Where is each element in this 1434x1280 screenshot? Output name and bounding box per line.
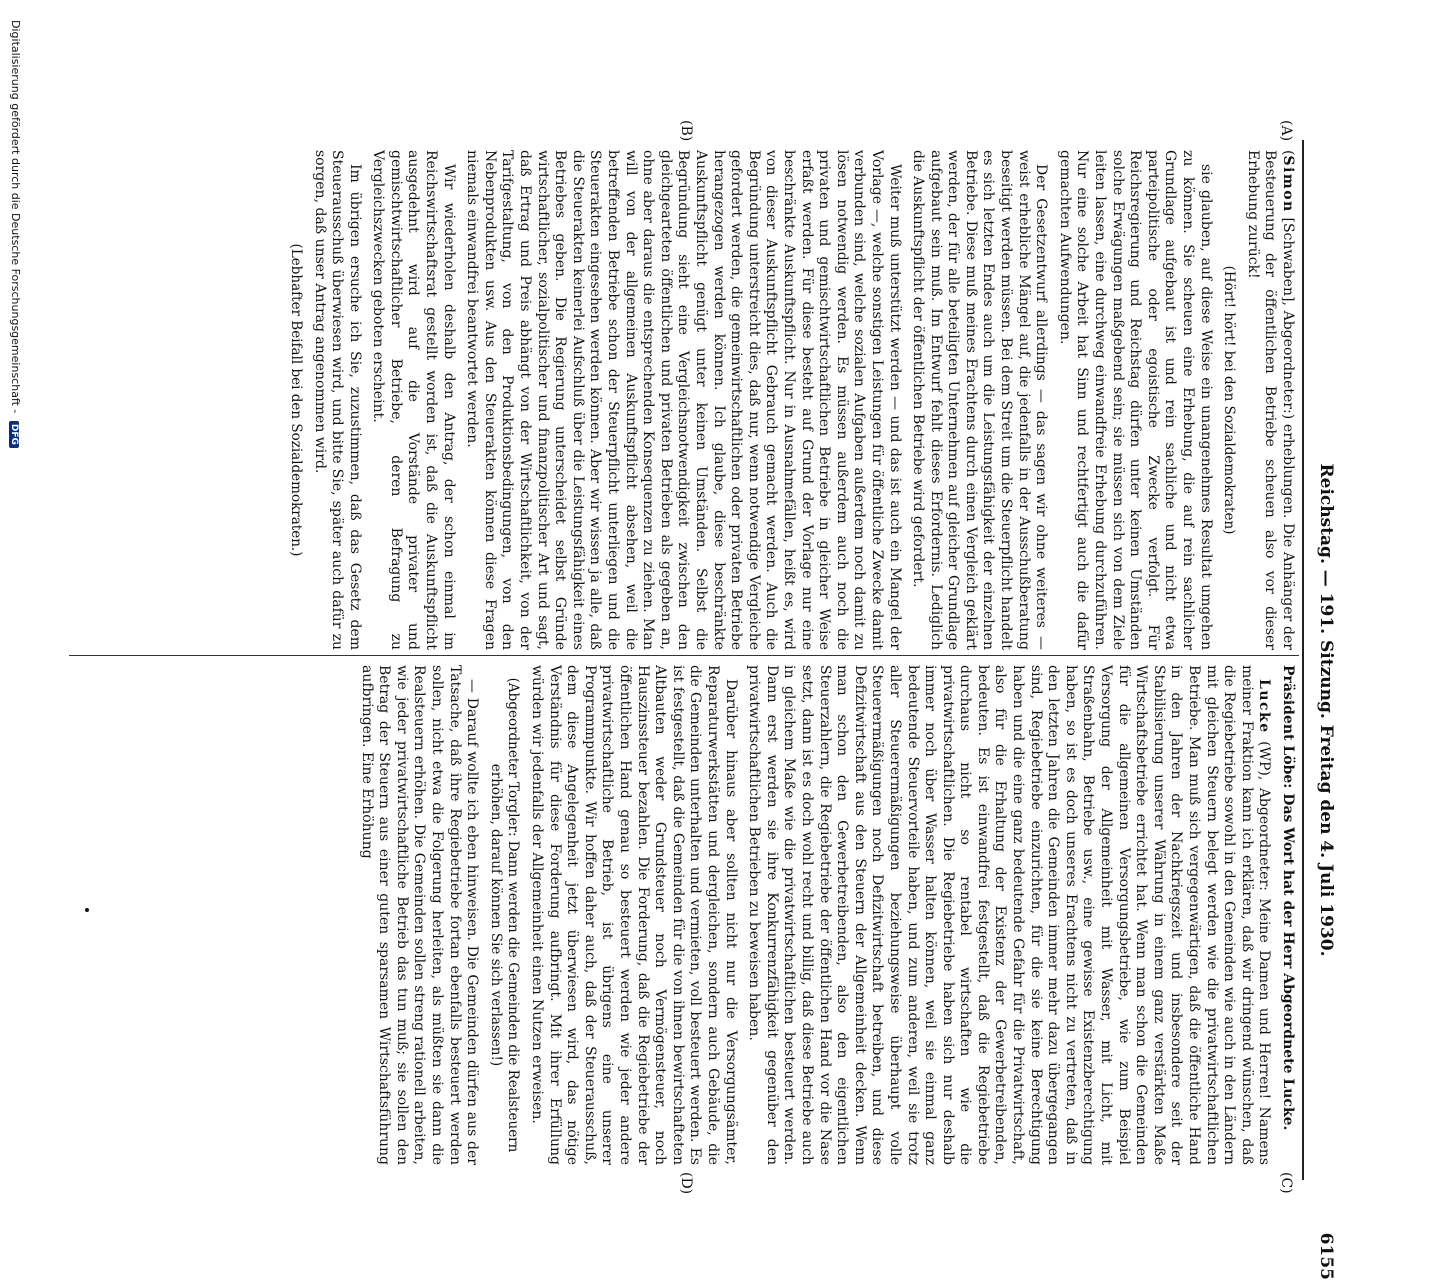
margin-mark-b: (B) [678, 120, 694, 142]
paragraph: erheblungen. Die Anhänger der Besteuerung der öffentlichen Betriebe scheuen also vor dieser Erhebung zurück! [1244, 150, 1296, 650]
interjection: (Abgeordneter Torgler: Dann werden die Gemeinden die Realsteuern erhöhen, darauf können Sie sich verlassen!) [487, 677, 522, 1153]
left-column [46, 150, 1296, 650]
interjection: (Hört! hört! bei den Sozialdemokraten) [1221, 265, 1238, 535]
paragraph: Der Gesetzentwurf allerdings — das sagen wir ohne weiteres — weist erhebliche Mängel auf, die jedenfalls in der Ausschußberatung beseitigt werden müssen. Bei dem Streit um die Steuerpflicht handelt es sich letzten Endes auch um die Leistungsfähigkeit der einzelnen Betriebe. Diese muß meines Erachtens durch einen Vergleich geklärt werden, der für alle beteiligten Unternehmen auf gleicher Grundlage aufgebaut sein muß. Im Entwurf fehlt dieses Erfordernis. Lediglich die Auskunftspflicht der öffentlichen Betriebe wird gefordert. [910, 150, 1050, 650]
right-column [46, 665, 1296, 1165]
speaker-party: [Schwaben], Abgeordneter: [1280, 217, 1296, 414]
paragraph: sie glauben, auf diese Weise ein unangenehmes Resultat umgehen zu können. Sie scheuen eine Erhebung, die auf rein sachlicher Grundlage aufgebaut ist und rein sachliche und nicht etwa parteipolitische oder egoistische Zwecke verfolgt. Für Reichsregierung und Reichstag dürfen unter keinen Umständen solche Erwägungen maßgebend sein; sie müssen sich von dem Ziele leiten lassen, eine durchweg einwandfreie Erhebung durchzuführen. Nur eine solche Arbeit hat Sinn und rechtfertigt auch die dafür gemachten Aufwendungen. [1056, 150, 1214, 650]
paragraph: Wir wiederholen deshalb den Antrag, der schon einmal im Reichswirtschaftsrat gestellt worden ist, daß die Auskunftspflicht ausgedehnt wird auf die Vorstände privater und gemischtwirtschaftlicher Betriebe, deren Befragung zu Vergleichszwecken geboten erscheint. [370, 150, 457, 650]
header-rule [1302, 140, 1304, 1180]
running-title: Reichstag. — 191. Sitzung. Freitag den 4. Juli 1930. [1316, 463, 1336, 957]
speaker-name: Simon [1280, 155, 1296, 213]
scan-speck [85, 908, 89, 912]
column-divider [69, 655, 1299, 656]
speaker-name: Lucke [1256, 679, 1273, 734]
dfg-logo: DFG [9, 421, 19, 448]
speaker-party: (WP), Abgeordneter: [1256, 741, 1273, 891]
page-number: 6155 [1316, 1232, 1336, 1280]
speaker-intro: (Simon [Schwaben], Abgeordneter:) erheblungen. Die Anhänger der Besteuerung der öffentlichen Betriebe scheuen also vor dieser Erhebung zurück! [1244, 150, 1296, 650]
paragraph: Meine Damen und Herren! Namens meiner Fraktion kann ich erklären, daß wir dringend wünschen, daß die Regiebetriebe sowohl in den Gemeinden wie auch in den Ländern mit gleichen Steuern belegt werden wie die privatwirtschaftlichen Betriebe. Man muß sich vergegenwärtigen, daß die öffentliche Hand in den Jahren der Nachkriegszeit und insbesondere seit der Stabilisierung unserer Währung in einem ganz verstärkten Maße Wirtschaftsbetriebe errichtet hat. Wenn man schon die Gemeinden für die allgemeinen Versorgungsbetriebe, wie zum Beispiel Versorgung der Allgemeinheit mit Wasser, mit Licht, mit Straßenbahn, Betriebe usw., eine gewisse Existenzberechtigung haben, so ist es doch unseres Erachtens nicht zu vertreten, daß in den letzten Jahren die Gemeinden immer mehr dazu übergegangen sind, Regiebetriebe einzurichten, für die sie keine Berechtigung haben und die eine ganz bedeutende Gefahr für die Privatwirtschaft, also für die Erhaltung der Existenz der Gewerbetreibenden, bedeuten. Es ist einwandfrei festgestellt, daß die Regiebetriebe durchaus nicht so rentabel wirtschaften wie die privatwirtschaftlichen. Die Regiebetriebe haben sich nur deshalb immer noch über Wasser halten können, weil sie einmal ganz bedeutende Steuervorteile haben, und zum anderen, weil sie trotz aller Steuerermäßigungen beziehungsweise überhaupt volle Steuerermäßigungen noch Defizitwirtschaft betreiben, und diese Defizitwirtschaft aus den Steuern der Allgemeinheit decken. Wenn man schon den Gewerbetreibenden, also den eigentlichen Steuerzahlern, die Regiebetriebe der öffentlichen Hand vor die Nase setzt, dann ist es doch wohl recht und billig, daß diese Betriebe auch in gleichem Maße wie die privatwirtschaftlichen besteuert werden. Dann erst werden sie ihre Konkurrenzfähigkeit gegenüber den privatwirtschaftlichen Betrieben zu beweisen haben. [746, 665, 1273, 1165]
footer-text: Digitalisierung gefördert durch die Deutsche Forschungsgemeinschaft - [9, 20, 22, 414]
margin-mark-d: (D) [678, 1172, 694, 1195]
margin-mark-a: (A) [1278, 120, 1294, 142]
paragraph: Weiter muß unterstützt werden — und das ist auch ein Mangel der Vorlage —, welche sonstigen Leistungen für öffentliche Zwecke damit verbunden sind, welche sozialen Aufgaben außerdem noch damit zu lösen notwendig werden. Es müssen außerdem auch noch die privaten und gemischtwirtschaftlichen Betriebe in gleicher Weise erfaßt werden. Für diese besteht auf Grund der Vorlage nur eine beschränkte Auskunftspflicht. Nur in Ausnahmefällen, heißt es, wird von dieser Auskunftspflicht Gebrauch gemacht werden. Auch die Begründung unterstreicht dies, daß nur, wenn notwendige Vergleiche gefordert werden, die gemeinwirtschaftlichen oder privaten Betriebe herangezogen werden können. Ich glaube, diese beschränkte Auskunftspflicht genügt unter keinen Umständen. Selbst die Begründung sieht eine Vergleichsnotwendigkeit zwischen den gleichgearteten öffentlichen und privaten Betrieben als gegeben an, ohne aber daraus die entsprechenden Konsequenzen zu ziehen. Man will von der allgemeinen Auskunftspflicht absehen, weil die betreffenden Betriebe schon der Steuerpflicht unterliegen und die Steuerakten eingesehen werden können. Aber wir wissen ja alle, daß die Steuerakten keinerlei Aufschluß über die Leistungsfähigkeit eines Betriebes geben. Die Regierung unterscheidet selbst Gründe wirtschaftlicher, sozialpolitischer und finanzpolitischer Art und sagt, daß Ertrag und Preis abhängt von der Wirtschaftlichkeit, von der Tarifgestaltung, von den Produktionsbedingungen, von den Nebenprodukten usw. Aus den Steuerakten können diese Fragen niemals einwandfrei beantwortet werden. [464, 150, 903, 650]
president-line: Präsident Löbe: Das Wort hat der Herr Abgeordnete Lucke. [1280, 665, 1296, 1131]
paragraph: Darüber hinaus aber sollten nicht nur die Versorgungsämter, Reparaturwerkstätten und dergleichen, sondern auch Gebäude, die die Gemeinden unterhalten und vermieten, voll besteuert werden. Es ist festgestellt, daß die Gemeinden für die von ihnen bewirtschafteten Altbauten weder Grundsteuer noch Vermögensteuer, noch Hauszinssteuer bezahlen. Die Forderung, daß die Regiebetriebe der öffentlichen Hand genau so besteuert werden wie jeder andere privatwirtschaftliche Betrieb, ist übrigens eine unserer Programmpunkte. Wir hoffen daher auch, daß der Steuerausschuß, dem diese Angelegenheit jetzt überwiesen wird, das nötige Verständnis für diese Forderung aufbringt. Mit ihrer Erfüllung würden wir jedenfalls der Allgemeinheit einen Nutzen erweisen. [529, 665, 739, 1165]
paragraph: Im übrigen ersuche ich Sie, zuzustimmen, daß das Gesetz dem Steuerausschuß überwiesen wird, und bitte Sie, später auch dafür zu sorgen, daß unser Antrag angenommen wird. [311, 150, 363, 650]
digitization-footer [9, 20, 22, 1000]
speaker-intro [745, 665, 1273, 1165]
applause-note: (Lebhafter Beifall bei den Sozialdemokraten.) [287, 243, 304, 557]
paragraph: — Darauf wollte ich eben hinweisen. Die Gemeinden dürfen aus der Tatsache, daß ihre Regiebetriebe fortan ebenfalls besteuert werden sollen, nicht etwa die Folgerung herleiten, als müßten sie dann die Realsteuern erhöhen. Die Gemeinden sollen streng rationell arbeiten, wie jeder privatwirtschaftliche Betrieb das tun muß; sie sollen den Betrag der Steuern aus einer guten sparsamen Wirtschaftsführung aufbringen. Eine Erhöhung [358, 665, 481, 1165]
page-header [1306, 140, 1336, 1280]
margin-mark-c: (C) [1278, 1172, 1294, 1194]
